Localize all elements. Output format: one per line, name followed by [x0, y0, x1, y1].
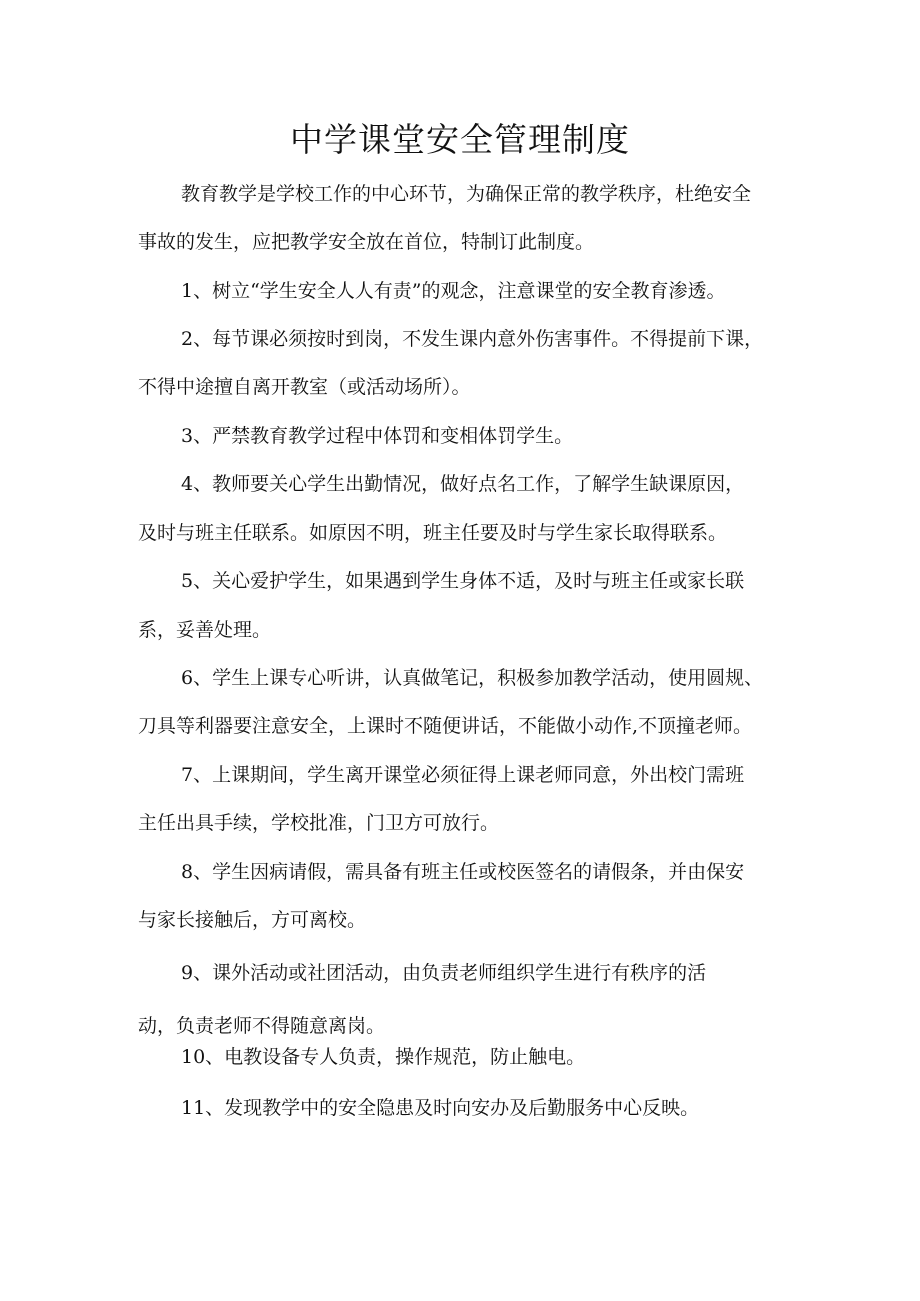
rule-8-line-1: 8、学生因病请假，需具备有班主任或校医签名的请假条，并由保安 — [181, 861, 745, 883]
rule-7-line-1: 7、上课期间，学生离开课堂必须征得上课老师同意，外出校门需班 — [181, 764, 745, 786]
intro-line-1: 教育教学是学校工作的中心环节，为确保正常的教学秩序，杜绝安全 — [181, 183, 752, 205]
rule-6-line-2: 刀具等利器要注意安全，上课时不随便讲话，不能做小动作,不顶撞老师。 — [138, 715, 753, 737]
rule-4-line-2: 及时与班主任联系。如原因不明，班主任要及时与学生家长取得联系。 — [138, 522, 728, 544]
rule-5-line-2: 系，妥善处理。 — [138, 619, 272, 641]
rule-9-line-2: 动，负责老师不得随意离岗。 — [138, 1015, 386, 1037]
rule-2-line-2: 不得中途擅自离开教室（或活动场所）。 — [138, 376, 471, 398]
rule-2-line-1: 2、每节课必须按时到岗，不发生课内意外伤害事件。不得提前下课， — [181, 328, 764, 350]
rule-4-line-1: 4、教师要关心学生出勤情况，做好点名工作，了解学生缺课原因， — [181, 473, 745, 495]
rule-9-line-1: 9、课外活动或社团活动，由负责老师组织学生进行有秩序的活 — [181, 962, 707, 984]
rule-3-line-1: 3、严禁教育教学过程中体罚和变相体罚学生。 — [181, 425, 574, 447]
rule-8-line-2: 与家长接触后，方可离校。 — [138, 909, 367, 931]
rule-7-line-2: 主任出具手续，学校批准，门卫方可放行。 — [138, 812, 500, 834]
rule-6-line-1: 6、学生上课专心听讲，认真做笔记，积极参加教学活动，使用圆规、 — [181, 667, 764, 689]
rule-5-line-1: 5、关心爱护学生，如果遇到学生身体不适，及时与班主任或家长联 — [181, 570, 745, 592]
rule-10-line-1: 10、电教设备专人负责，操作规范，防止触电。 — [181, 1046, 586, 1068]
rule-11-line-1: 11、发现教学中的安全隐患及时向安办及后勤服务中心反映。 — [181, 1097, 700, 1119]
rule-1-line-1: 1、树立“学生安全人人有责”的观念，注意课堂的安全教育渗透。 — [181, 280, 726, 302]
document-title: 中学课堂安全管理制度 — [290, 120, 630, 159]
intro-line-2: 事故的发生，应把教学安全放在首位，特制订此制度。 — [138, 231, 595, 253]
